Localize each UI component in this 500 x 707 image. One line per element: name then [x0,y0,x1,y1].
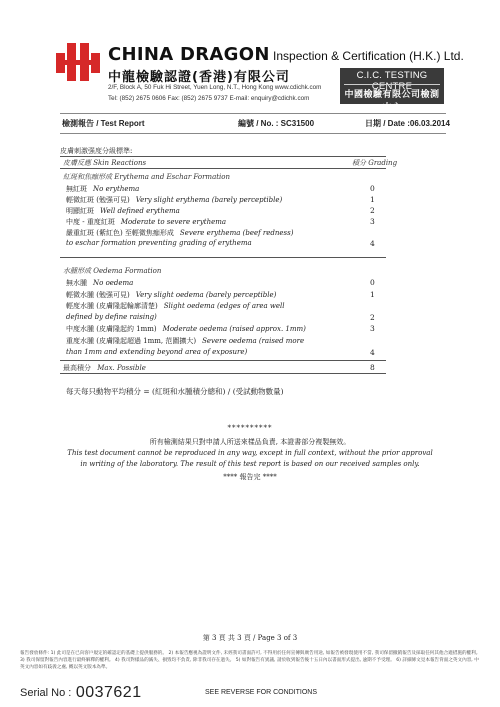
row-label-zh: 嚴重紅斑 (紫紅色) 至輕微焦痂形成 [66,229,174,237]
row-score: 3 [370,217,375,226]
table-title: 皮膚刺激强度分級標準: [60,147,133,155]
see-reverse-note: SEE REVERSE FOR CONDITIONS [205,689,318,696]
row-label-en: than 1mm and extending beyond area of exposure) [66,347,248,356]
row-score: 3 [370,324,375,334]
table-row [66,217,226,227]
row-score: 2 [370,206,375,215]
row-score: 1 [370,289,375,299]
column-header-grading: 積分 Grading [352,159,398,167]
table-row [66,348,247,356]
page-number: 第 3 頁 共 3 頁 / Page 3 of 3 [202,634,298,642]
row-label-zh: 無水腫 [66,279,87,287]
row-label-en: No oedema [93,279,134,287]
row-score: 0 [370,278,375,287]
average-score-formula: 每天每只動物平均積分 = (紅斑和水腫積分總和) / (受試動物數量) [66,387,284,396]
table-row [66,195,282,205]
row-label-zh: 輕度水腫 (皮膚隆起輪廓清楚) [66,302,158,311]
table-row [66,278,133,288]
row-label-en: Moderate to severe erythema [120,218,227,226]
row-label-en: No erythema [93,185,140,193]
cic-line-2: 中國檢驗有限公司檢測中心 [344,89,440,112]
section-divider-rule [60,257,386,258]
report-type: 檢測報告 / Test Report [62,119,145,128]
table-header-rule [60,168,386,169]
row-score: 2 [370,312,375,322]
max-top-rule [60,360,386,361]
table-row [66,301,285,311]
table-row [66,239,252,247]
company-name-subtitle: Inspection & Certification (H.K.) Ltd. [269,49,464,63]
row-label-en: Very slight erythema (barely perceptible) [135,196,283,204]
row-label-en: Severe oedema (raised more [202,337,305,345]
table-row [66,313,157,321]
report-number: 編號 / No. : SC31500 [238,119,315,128]
row-label-zh: 重度水腫 (皮膚隆起超過 1mm, 范圍擴大) [66,337,197,345]
max-label-zh: 最高積分 [63,364,91,372]
row-score: 0 [370,184,375,193]
cic-divider [344,84,440,85]
row-label-en: to eschar formation preventing grading of erythema [66,239,252,247]
cic-line-1: C.I.C. TESTING CENTRE [356,70,428,92]
row-label-zh: 中度 - 重度紅斑 [66,218,115,226]
column-header-reactions: 皮膚反應 Skin Reactions [63,159,147,167]
report-date: 日期 / Date :06.03.2014 [365,119,450,128]
row-label-zh: 無紅斑 [66,185,87,193]
serial-number-block [20,684,142,702]
row-label-zh: 中度水腫 (皮膚隆起約 1mm) [66,325,157,334]
row-label-en: defined by define raising) [66,312,157,321]
max-possible-score: 8 [370,363,375,372]
serial-number: 0037621 [75,684,142,701]
table-row [66,206,180,216]
table-bottom-rule [60,373,386,374]
row-label-zh: 輕微紅斑 (勉强可見) [66,196,130,204]
company-chinese-name: 中龍檢驗認證(香港)有限公司 [108,70,290,85]
report-info-bar [60,113,450,134]
section-oedema-title: 水腫形成 Oedema Formation [63,267,162,275]
end-of-report: **** 報告完 **** [223,473,277,481]
section-erythema-title: 紅斑和焦痂形成 Erythema and Eschar Formation [63,173,231,181]
disclaimer-en-line1: This test document cannot be reproduced in any way, except in full context, without the prior approval [67,449,433,457]
table-row [66,228,293,238]
row-score: 1 [370,195,375,204]
table-row [66,184,139,194]
table-row [66,324,306,334]
disclaimer-zh: 所有檢測結果只對申請人所送來樣品負責, 本證書部分複製無效。 [149,438,351,446]
row-label-en: Very slight oedema (barely perceptible) [135,290,277,299]
separator-stars: ********** [227,424,273,432]
max-possible-label [63,363,146,373]
table-row [66,336,304,346]
disclaimer-en-line2: in writing of the laboratory. The result of this test report is based on our received samples only. [80,460,420,468]
row-score: 4 [370,347,375,357]
row-label-en: Moderate oedema (raised approx. 1mm) [162,325,306,334]
company-contact: Tel: (852) 2675 0606 Fax: (852) 2675 9737 E-mail: enquiry@cdichk.com [108,95,310,102]
row-label-en: Severe erythema (beef redness) [179,229,294,237]
row-label-en: Well defined erythema [100,207,180,215]
report-conditions: 報告發放條件: 1) 此司是在已向客戶規定的確認定的基礎上提供服務的。 2) 本報告應視為證明文件, 未經我司書面許可, 不得用於任何宣傳與廣告用途, 如報告被發現使用不當, 我司保留撤銷報告及採取任何其他合適措施的權利。 3) 我司保留對報告內容進行最終解釋的權利。 4) 我司對樣品的滅失、損毀均不負責, 除非我司存在過失。 5) 如對報告有異議, 請於收到報告後十五日內以書面形式提出, 逾期不予受理。 6) 詳細條文見本報告背面之英文內容, 中英文內容如有歧義之處, 概以英文版本為準。 [20,651,481,670]
table-row [66,290,276,300]
company-name-main: CHINA DRAGON [108,44,270,65]
max-label-en: Max. Possible [97,364,146,372]
company-address: 2/F, Block A, 50 Fuk Hi Street, Yuen Long, N.T., Hong Kong www.cdichk.com [108,84,322,91]
row-score: 4 [370,239,375,248]
row-label-en: Slight oedema (edges of area well [163,302,285,311]
serial-label: Serial No : [20,687,72,699]
row-label-zh: 明顯紅斑 [66,207,94,215]
table-top-rule [60,156,386,157]
cic-testing-centre-badge [340,68,444,112]
row-label-zh: 輕微水腫 (勉强可見) [66,290,130,299]
company-logo [56,43,100,81]
company-name [108,44,464,65]
